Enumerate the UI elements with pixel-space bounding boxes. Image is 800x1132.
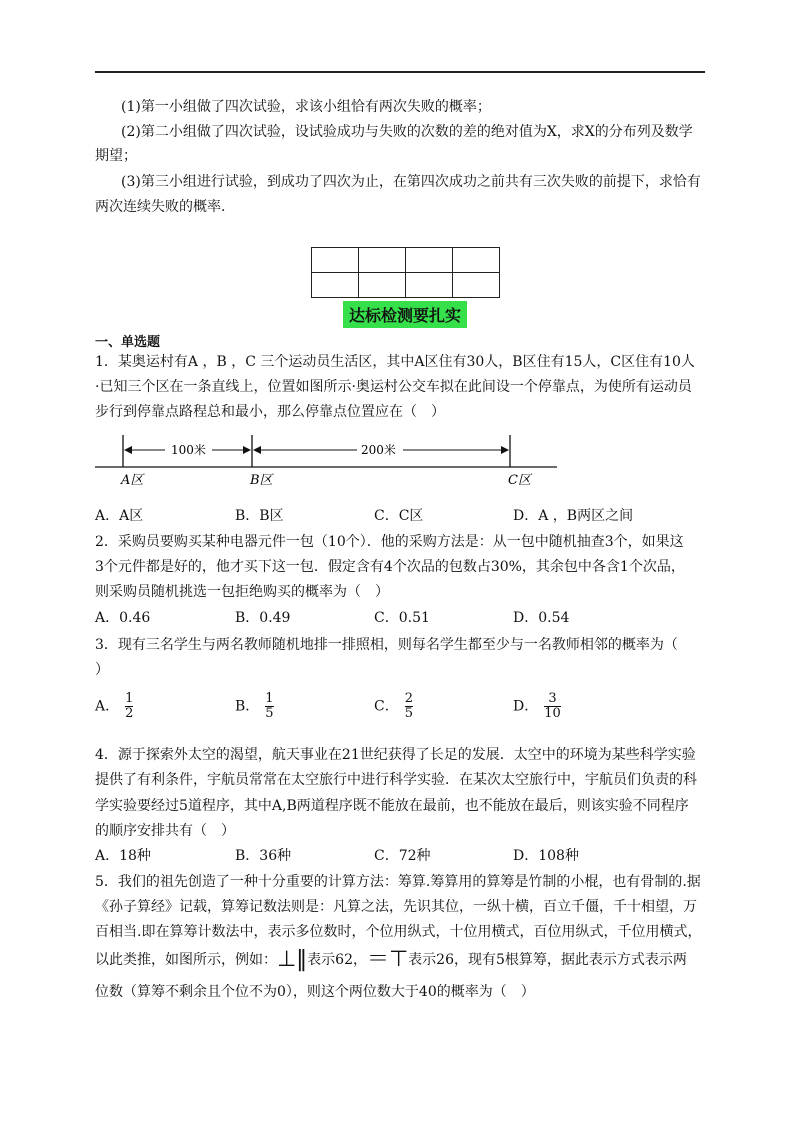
q4-option-a[interactable]: A．18种 bbox=[95, 848, 151, 864]
label-c: C区 bbox=[508, 473, 531, 488]
dist-ab-label: 100米 bbox=[171, 443, 206, 457]
q4-option-d[interactable]: D．108种 bbox=[513, 848, 579, 864]
dist-bc-label: 200米 bbox=[361, 443, 396, 457]
fraction: $\frac{1}{5}$ bbox=[265, 691, 274, 721]
q3-line1: 3．现有三名学生与两名教师随机地排一排照相，则每名学生都至少与一名教师相邻的概率为（ bbox=[95, 637, 678, 653]
q2-line3: 则采购员随机挑选一包拒绝购买的概率为（ ） bbox=[95, 584, 389, 600]
prev-q1: (1)第一小组做了四次试验，求该小组恰有两次失败的概率； bbox=[121, 99, 491, 115]
q1-option-d[interactable]: D．A ，B两区之间 bbox=[513, 508, 634, 524]
q1-diagram bbox=[95, 432, 565, 490]
q4-option-c[interactable]: C．72种 bbox=[374, 848, 431, 864]
q1-line3: 步行到停靠点路程总和最小，那么停靠点位置应在（ ） bbox=[95, 404, 445, 420]
q5-line1: 5．我们的祖先创造了一种十分重要的计算方法：筹算.筹算用的算筹是竹制的小棍，也有骨制的.据 bbox=[95, 874, 701, 890]
q1-option-c[interactable]: C．C区 bbox=[374, 508, 424, 524]
q5-line5: 位数（算筹不剩余且个位不为0），则这个两位数大于40的概率为（ ） bbox=[95, 984, 535, 1000]
q4-line4: 的顺序安排共有（ ） bbox=[95, 823, 235, 839]
counting-rod-62: ⊥‖ bbox=[277, 947, 308, 972]
section-banner: 达标检测要扎实 bbox=[343, 301, 467, 328]
q2-line2: 3个元件都是好的，他才买下这一包．假定含有4个次品的包数占30%，其余包中各含1个次品， bbox=[95, 559, 685, 575]
q3-line2: ） bbox=[95, 662, 109, 678]
q4-line1: 4．源于探索外太空的渴望，航天事业在21世纪获得了长足的发展．太空中的环境为某些科学实验 bbox=[95, 747, 696, 763]
q2-option-d[interactable]: D．0.54 bbox=[513, 610, 570, 626]
q3-option-a[interactable]: A． $\frac{1}{2}$ bbox=[95, 691, 134, 721]
q5-line2: 《孙子算经》记载，算筹记数法则是：凡算之法，先识其位，一纵十横，百立千僵，千十相望，万 bbox=[95, 899, 697, 915]
q3-option-c[interactable]: C． $\frac{2}{5}$ bbox=[374, 691, 413, 721]
q1-line1: 1．某奥运村有A ，B ，C 三个运动员生活区，其中A区住有30人，B区住有15人，C区住有10人 bbox=[95, 354, 695, 370]
q4-option-b[interactable]: B．36种 bbox=[235, 848, 292, 864]
label-b: B区 bbox=[250, 473, 273, 488]
q2-option-c[interactable]: C．0.51 bbox=[374, 610, 430, 626]
q2-line1: 2．采购员要购买某种电器元件一包（10个）．他的采购方法是：从一包中随机抽查3个，如果这 bbox=[95, 534, 684, 550]
counting-rod-26: ＝⊤ bbox=[367, 947, 409, 972]
header-rule bbox=[95, 71, 705, 73]
prev-q2-line1: (2)第二小组做了四次试验，设试验成功与失败的次数的差的绝对值为X，求X的分布列及数学 bbox=[121, 124, 693, 140]
q4-line2: 提供了有利条件，宇航员常常在太空旅行中进行科学实验．在某次太空旅行中，宇航员们负责的科 bbox=[95, 772, 697, 788]
fraction: $\frac{1}{2}$ bbox=[125, 691, 134, 721]
section-title: 一、单选题 bbox=[95, 335, 161, 350]
fraction: $\frac{3}{10}$ bbox=[544, 691, 561, 721]
q3-option-d[interactable]: D． $\frac{3}{10}$ bbox=[513, 691, 561, 721]
q5-line3: 百相当.即在算筹计数法中，表示多位数时，个位用纵式，十位用横式，百位用纵式，千位用横式， bbox=[95, 924, 702, 940]
prev-q3-line1: (3)第三小组进行试验，到成功了四次为止，在第四次成功之前共有三次失败的前提下，求恰有 bbox=[121, 174, 701, 190]
q2-option-a[interactable]: A．0.46 bbox=[95, 610, 151, 626]
q2-option-b[interactable]: B．0.49 bbox=[235, 610, 291, 626]
q1-line2: ·已知三个区在一条直线上，位置如图所示·奥运村公交车拟在此间设一个停靠点，为使所有运动员 bbox=[95, 379, 692, 395]
q4-line3: 学实验要经过5道程序，其中A,B两道程序既不能放在最前，也不能放在最后，则该实验不同程序 bbox=[95, 798, 689, 814]
decorative-grid bbox=[311, 247, 500, 298]
q5-line4: 以此类推，如图所示，例如：⊥‖表示62，＝⊤表示26，现有5根算筹，据此表示方式表示两 bbox=[95, 947, 687, 972]
prev-q2-line2: 期望； bbox=[95, 148, 137, 164]
q1-option-a[interactable]: A．A区 bbox=[95, 508, 144, 524]
prev-q3-line2: 两次连续失败的概率. bbox=[95, 199, 226, 215]
label-a: A区 bbox=[121, 473, 144, 488]
q1-option-b[interactable]: B．B区 bbox=[235, 508, 284, 524]
q3-option-b[interactable]: B． $\frac{1}{5}$ bbox=[235, 691, 274, 721]
fraction: $\frac{2}{5}$ bbox=[404, 691, 413, 721]
